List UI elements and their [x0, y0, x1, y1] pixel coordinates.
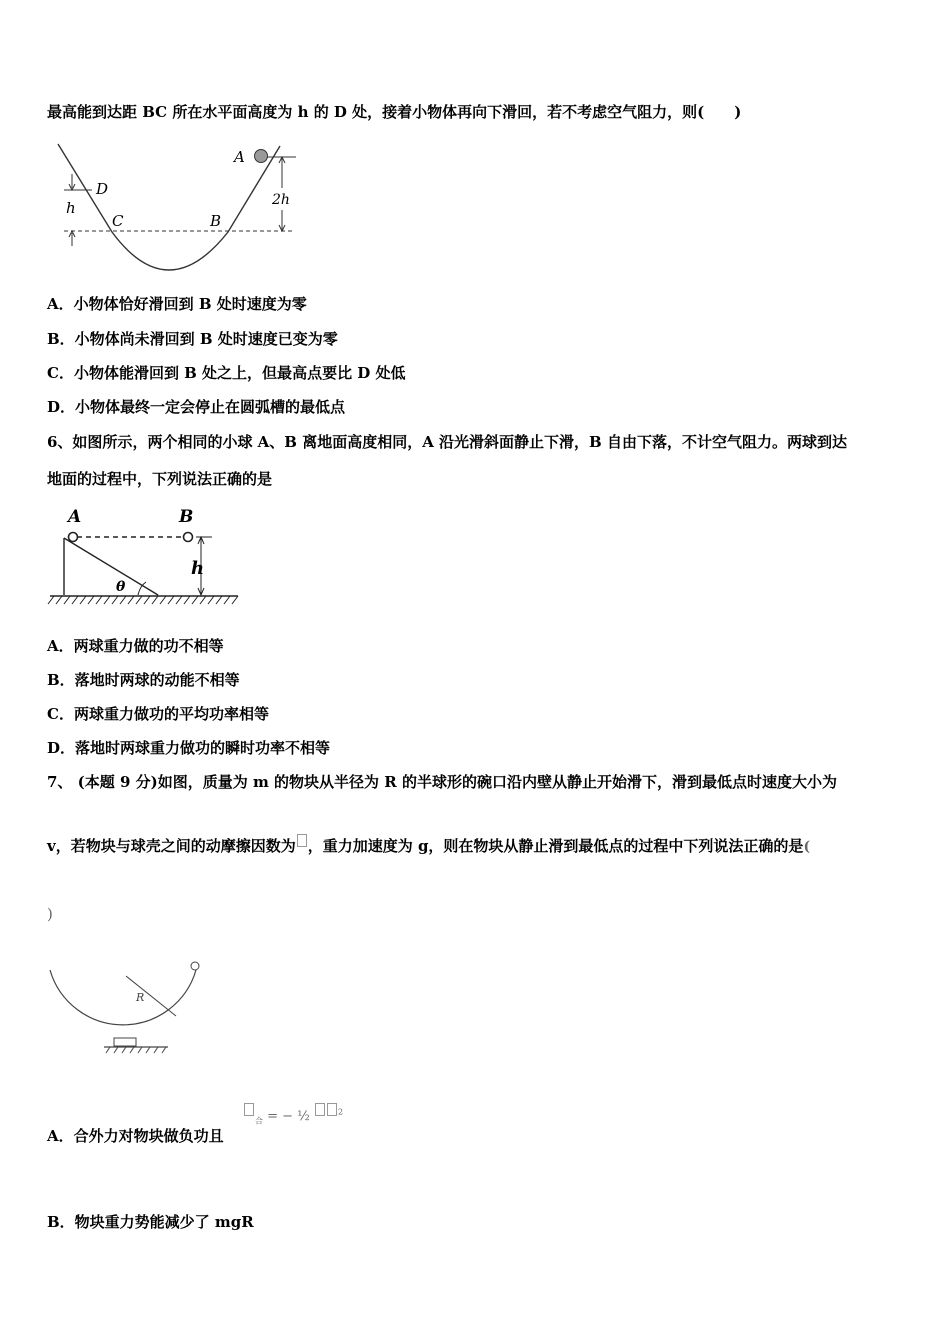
q7-stem-line2 — [47, 834, 810, 857]
label-d: D — [96, 180, 109, 198]
label-r: R — [136, 991, 145, 1004]
label-2h: 2h — [272, 192, 290, 208]
bowl-base — [114, 1038, 136, 1046]
label-h: h — [66, 199, 76, 217]
label-a: A — [68, 507, 82, 527]
ground-hatching — [106, 1047, 166, 1053]
close-paren: ) — [47, 905, 53, 923]
label-h: h — [191, 558, 205, 579]
bowl-arc — [50, 970, 196, 1025]
formula-subscript: 合 — [255, 1116, 263, 1126]
hemisphere-bowl-diagram — [46, 956, 206, 1066]
ground-hatching — [48, 596, 238, 604]
bowl-track-diagram — [50, 138, 310, 273]
q6-figure — [46, 502, 246, 607]
label-a: A — [234, 148, 245, 166]
q6-option-c: C．两球重力做功的平均功率相等 — [47, 705, 269, 723]
q7-option-b: B．物块重力势能减少了 mgR — [47, 1213, 254, 1231]
open-paren: ( — [803, 839, 811, 855]
block — [191, 962, 199, 970]
q7-option-a — [47, 1126, 224, 1146]
q7-stem-line1: 7、 (本题 9 分)如图，质量为 m 的物块从半径为 R 的半球形的碗口沿内壁从静止开始滑下，滑到最低点时速度大小为 — [47, 773, 837, 791]
q6-option-d: D．落地时两球重力做功的瞬时功率不相等 — [47, 739, 331, 757]
q6-option-b: B．落地时两球的动能不相等 — [47, 671, 240, 689]
q7-stem-line2-b: ，重力加速度为 g，则在物块从静止滑到最低点的过程中下列说法正确的是 — [307, 837, 804, 855]
q6-option-a: A．两球重力做的功不相等 — [47, 637, 224, 655]
q5-figure — [50, 138, 310, 273]
formula-body: = − ½ — [267, 1109, 314, 1124]
label-c: C — [112, 212, 124, 230]
q5-stem: 最高能到达距 BC 所在水平面高度为 h 的 D 处，接着小物体再向下滑回，若不考虑空气阻力，则( ) — [47, 103, 742, 121]
ball-b — [184, 533, 193, 542]
mu-symbol-placeholder — [297, 834, 307, 847]
q5-option-d: D．小物体最终一定会停止在圆弧槽的最低点 — [47, 398, 346, 416]
q5-option-c: C．小物体能滑回到 B 处之上，但最高点要比 D 处低 — [47, 364, 406, 382]
m-symbol-placeholder — [315, 1103, 325, 1116]
incline-diagram — [46, 502, 246, 607]
ball-at-a — [255, 150, 268, 163]
ball-a — [69, 533, 78, 542]
label-b: B — [210, 212, 222, 230]
q5-option-a: A．小物体恰好滑回到 B 处时速度为零 — [47, 295, 307, 313]
formula-superscript: 2 — [337, 1107, 344, 1117]
label-theta: θ — [116, 579, 126, 595]
q6-stem-line2: 地面的过程中，下列说法正确的是 — [47, 470, 273, 488]
radius-line — [126, 976, 176, 1016]
incline-slope — [64, 538, 158, 595]
q7-option-a-text: A．合外力对物块做负功且 — [47, 1127, 224, 1145]
q7-stem-line2-a: v，若物块与球壳之间的动摩擦因数为 — [47, 837, 296, 855]
label-b: B — [179, 507, 194, 527]
q5-option-b: B．小物体尚未滑回到 B 处时速度已变为零 — [47, 330, 338, 348]
q7-figure — [46, 956, 206, 1066]
q6-stem-line1: 6、如图所示，两个相同的小球 A、B 离地面高度相同，A 沿光滑斜面静止下滑，B 自由下落，不计空气阻力。两球到达 — [47, 433, 847, 451]
v-symbol-placeholder — [327, 1103, 337, 1116]
q7-option-a-formula — [243, 1103, 343, 1127]
w-symbol-placeholder — [244, 1103, 254, 1116]
track-curve — [58, 144, 280, 270]
